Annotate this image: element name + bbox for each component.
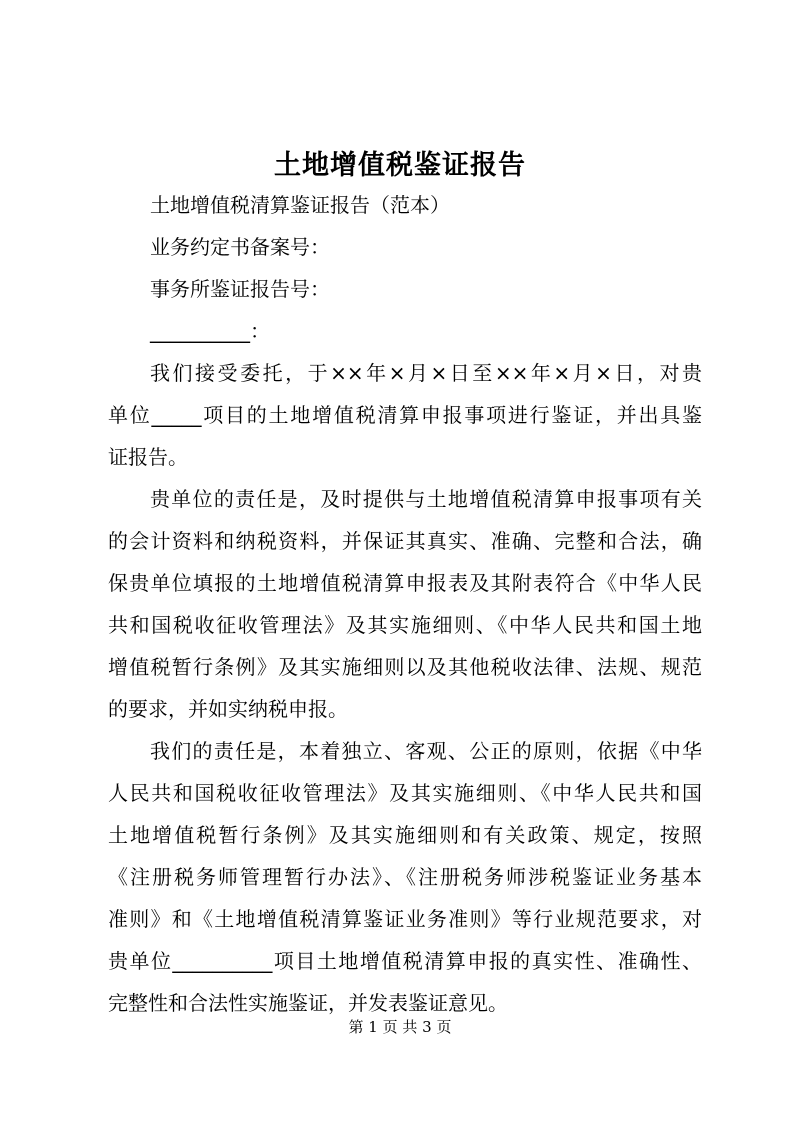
paragraph-line: 土地增值税暂行条例》及其实施细则和有关政策、规定，按照 <box>108 823 702 847</box>
paragraph-line: 单位_____项目的土地增值税清算申报事项进行鉴证，并出具鉴 <box>108 403 702 427</box>
paragraph-line: 完整性和合法性实施鉴证，并发表鉴证意见。 <box>108 991 508 1015</box>
paragraph <box>108 478 702 730</box>
paragraph-line: 增值税暂行条例》及其实施细则以及其他税收法律、法规、规范 <box>108 655 702 679</box>
paragraph-line: 的会计资料和纳税资料，并保证其真实、准确、完整和合法，确 <box>108 529 702 553</box>
paragraph-line: 的要求，并如实纳税申报。 <box>108 697 348 721</box>
page-number-footer: 第 1 页 共 3 页 <box>348 1018 452 1036</box>
paragraph-line: 我们的责任是，本着独立、客观、公正的原则，依据《中华 <box>150 739 702 763</box>
paragraph-line: 我们接受委托，于××年×月×日至××年×月×日，对贵 <box>150 361 702 385</box>
paragraph <box>108 730 702 1024</box>
paragraph-line: 贵单位的责任是，及时提供与土地增值税清算申报事项有关 <box>150 487 702 511</box>
header-line: 事务所鉴证报告号： <box>150 277 330 301</box>
paragraph-line: 人民共和国税收征收管理法》及其实施细则、《中华人民共和国 <box>108 781 702 805</box>
paragraph <box>108 352 702 478</box>
header-line: 土地增值税清算鉴证报告（范本） <box>150 193 450 217</box>
paragraph-line: 证报告。 <box>108 445 188 469</box>
paragraph-line: 共和国税收征收管理法》及其实施细则、《中华人民共和国土地 <box>108 613 702 637</box>
header-line: 业务约定书备案号： <box>150 235 330 259</box>
paragraph-line: 贵单位__________项目土地增值税清算申报的真实性、准确性、 <box>108 949 702 973</box>
document-body <box>108 184 702 1024</box>
header-line: __________： <box>150 319 270 343</box>
paragraph-line: 保贵单位填报的土地增值税清算申报表及其附表符合《中华人民 <box>108 571 702 595</box>
paragraph-line: 准则》和《土地增值税清算鉴证业务准则》等行业规范要求，对 <box>108 907 702 931</box>
document-title: 土地增值税鉴证报告 <box>274 150 526 181</box>
paragraph-line: 《注册税务师管理暂行办法》、《注册税务师涉税鉴证业务基本 <box>108 865 702 889</box>
